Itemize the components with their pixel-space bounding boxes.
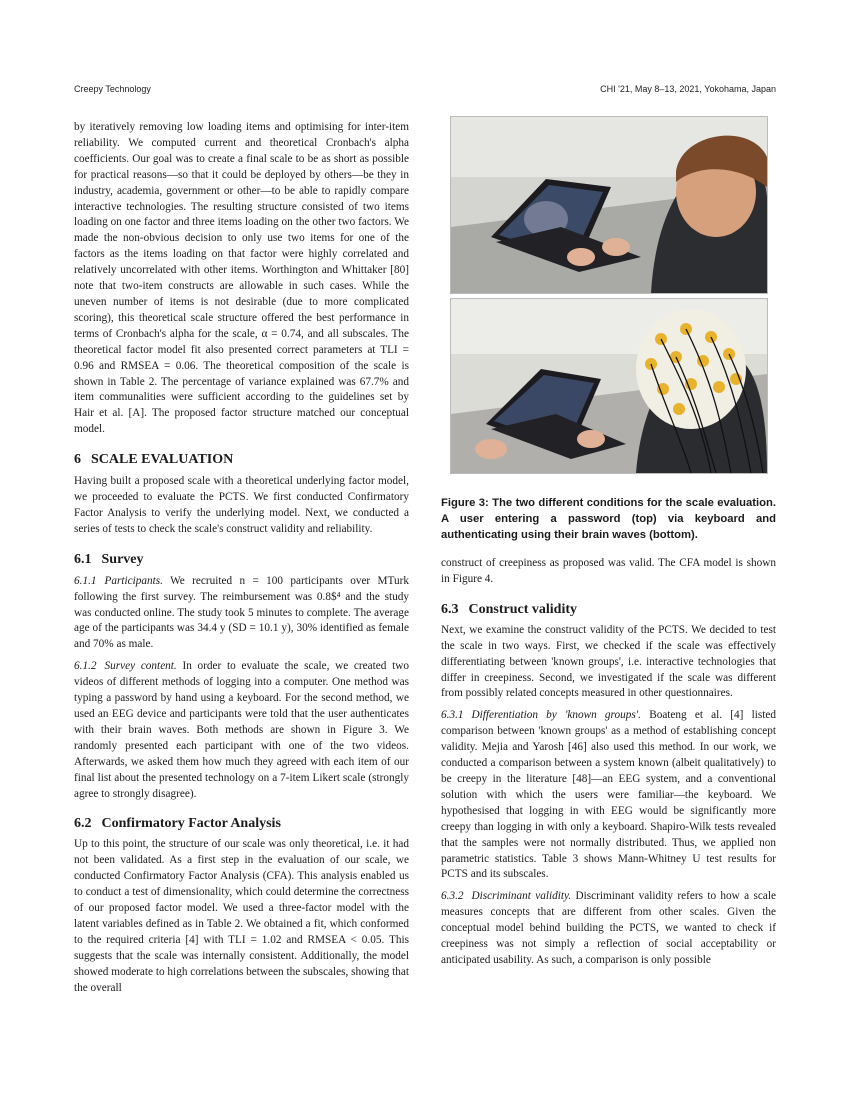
subsection-heading-6-2 <box>74 816 409 832</box>
paragraph: Up to this point, the structure of our scale was only theoretical, i.e. it had not been validated. As a first step in the evaluation of our scale, we conducted Confirmatory Factor Analysis (CFA). This analysis enabled us to conduct a test of dimensionality, which could determine the correctness of our proposed factor model. We used a three-factor model with the latent variables defined as in Table 2. We obtained a fit, which conformed to the required criteria [4] with TLI = 1.02 and RMSEA < 0.05. This suggests that the scale was internally consistent. Additionally, the model showed moderate to high correlations between the subscales, showing that the overall <box>74 838 409 994</box>
right-column <box>441 120 776 969</box>
section-title: SCALE EVALUATION <box>91 452 234 468</box>
subsection-number: 6.2 <box>74 816 92 832</box>
subsection-title: Construct validity <box>468 601 577 617</box>
paragraph-survey-content <box>74 659 409 802</box>
subsection-number: 6.1 <box>74 551 92 567</box>
paragraph-text: In order to evaluate the scale, we created two videos of different methods of logging into a computer. One method was typing a password by hand using a keyboard. For the second method, we used an EEG device and participants were told that the user authenticates with their brain waves. Both methods are shown in Figure 3. We randomly presented each participant with one of the two videos. Afterwards, we asked them how much they agreed with each item of our final list about the presented technology on a 7-item Likert scale (strongly agree to strongly disagree). <box>74 660 409 800</box>
paragraph-participants <box>74 574 409 654</box>
paragraph-text: Boateng et al. [4] listed comparison between 'known groups' as a method of establishing concept validity. Mejia and Yarosh [46] also used this method. In our work, we conducted a comparison between a system known (albeit qualitatively) to be creepy in the literature [48]—an EEG system, and a conventional solution with which the users were familiar—the keyboard. We hypothesised that logging in with EEG would be significantly more creepy than logging in with only a keyboard. Shapiro-Wilk tests revealed that the samples were not normally distributed. Thus, we applied non parametric statistics. Table 3 shows Mann-Whitney U test results for PCTS and its subscales. <box>441 709 776 881</box>
figure-3 <box>441 116 776 556</box>
subsubsection-number: 6.1.2 <box>74 660 97 673</box>
subsection-title: Survey <box>101 551 144 567</box>
paragraph: by iteratively removing low loading items and optimising for inter-item reliability. We computed current and theoretical Cronbach's alpha coefficients. Our goal was to create a final scale to be as short as possible for practical reasons—so that it could be deployed by others—be they in industry, academia, government or other—to be able to rapidly compare interactive technologies. The resulting structure consisted of two items loading on one factor and three items loading on the other two factors. We made the non-obvious decision to only use two items for one of the factors as the items loading on that factor were highly correlated and relatively uncorrelated with other items. Worthington and Whittaker [80] note that two-item constructs are allowable in such cases. While the uneven number of items is not desirable (due to more complicated scoring), this theoretical scale structure offered the best performance in terms of Cronbach's alpha for the scale, α = 0.74, and all subscales. The theoretical factor model fit also presented correct parameters at TLI = 0.96 and RMSEA = 0.06. The theoretical composition of the scale is shown in Table 2. The percentage of variance explained was 67.7% and item communalities were sufficient according to the guidelines set by Hair et al. [A]. The proposed factor structure matched our conceptual model. <box>74 121 409 436</box>
subsubsection-number: 6.3.1 <box>441 709 464 722</box>
paragraph-known-groups <box>441 708 776 883</box>
subsubsection-number: 6.1.1 <box>74 574 97 587</box>
paragraph-text: We recruited n = 100 participants over MTurk following the first survey. The reimbursement was 0.8$⁴ and the study was conducted online. The study took 5 minutes to complete. The average age of the participants was 34.4 y (SD = 10.1 y), 30% identified as female and 70% as male. <box>74 574 410 651</box>
subsection-heading-6-3 <box>441 602 776 618</box>
subsubsection-title: Differentiation by 'known groups'. <box>471 709 641 722</box>
figure-caption: Figure 3: The two different conditions for the scale evaluation. A user entering a password (top) via keyboard and authenticating using their brain waves (bottom). <box>441 497 776 541</box>
paragraph-discriminant-validity <box>441 889 776 969</box>
paragraph-text: Discriminant validity refers to how a scale measures concepts that are different from other scales. Given the conceptual model behind building the PCTS, we wanted to check if creepiness was not simply a reflection of social acceptability or anticipated usability. As such, a comparison is only possible <box>441 890 776 966</box>
paragraph: Having built a proposed scale with a theoretical underlying factor model, we proceeded to evaluate the PCTS. We first conducted Confirmatory Factor Analysis to verify the underlying model. Next, we conducted a series of tests to check the scale's construct validity and reliability. <box>74 475 409 535</box>
section-heading-6 <box>74 452 409 468</box>
subsubsection-title: Discriminant validity. <box>471 890 572 903</box>
subsubsection-number: 6.3.2 <box>441 890 464 903</box>
running-header-left: Creepy Technology <box>74 84 151 94</box>
subsection-number: 6.3 <box>441 601 459 617</box>
photo-eeg-login <box>450 298 768 474</box>
photo-keyboard-login <box>450 116 768 294</box>
paragraph: Next, we examine the construct validity of the PCTS. We decided to test the scale in two ways. First, we checked if the scale was effectively differentiating between 'known groups', i.e. interactive technologies that differ in creepiness. Second, we investigated if the scale was different from possibly related concepts measured in other questionnaires. <box>441 623 776 700</box>
subsection-title: Confirmatory Factor Analysis <box>101 816 281 832</box>
running-header-right: CHI '21, May 8–13, 2021, Yokohama, Japan <box>600 84 776 94</box>
paragraph: construct of creepiness as proposed was valid. The CFA model is shown in Figure 4. <box>441 557 776 585</box>
section-number: 6 <box>74 452 81 468</box>
subsubsection-title: Participants. <box>104 574 163 587</box>
subsection-heading-6-1 <box>74 552 409 568</box>
subsubsection-title: Survey content. <box>104 660 177 673</box>
left-column <box>74 120 409 997</box>
figure-images <box>450 116 766 476</box>
